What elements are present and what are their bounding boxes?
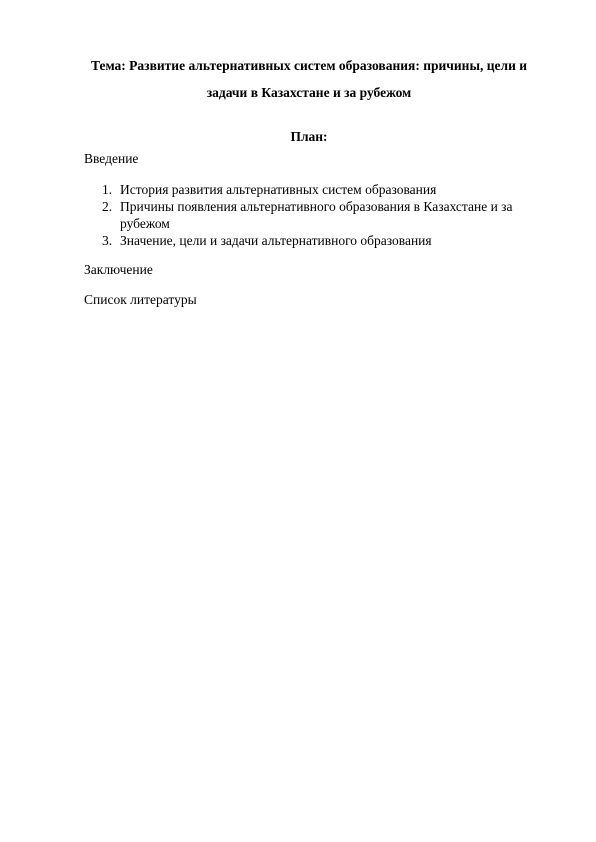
plan-item-text: Причины появления альтернативного образования в Казахстане и за рубежом (120, 199, 513, 231)
plan-list-item (84, 198, 534, 232)
plan-item-number: 3. (102, 233, 113, 248)
introduction-item: Введение (84, 151, 139, 166)
conclusion-item: Заключение (84, 262, 153, 277)
plan-item-number: 1. (102, 182, 113, 197)
plan-list-item (84, 232, 534, 249)
references-item: Список литературы (84, 292, 197, 307)
plan-item-text: Значение, цели и задачи альтернативного образования (120, 233, 432, 248)
plan-list (84, 181, 534, 249)
plan-item-number: 2. (102, 199, 113, 214)
plan-list-item (84, 181, 534, 198)
plan-heading: План: (290, 129, 328, 144)
document-title: Тема: Развитие альтернативных систем образования: причины, цели и задачи в Казахстане и за рубежом (90, 58, 528, 100)
plan-item-text: История развития альтернативных систем образования (120, 182, 437, 197)
